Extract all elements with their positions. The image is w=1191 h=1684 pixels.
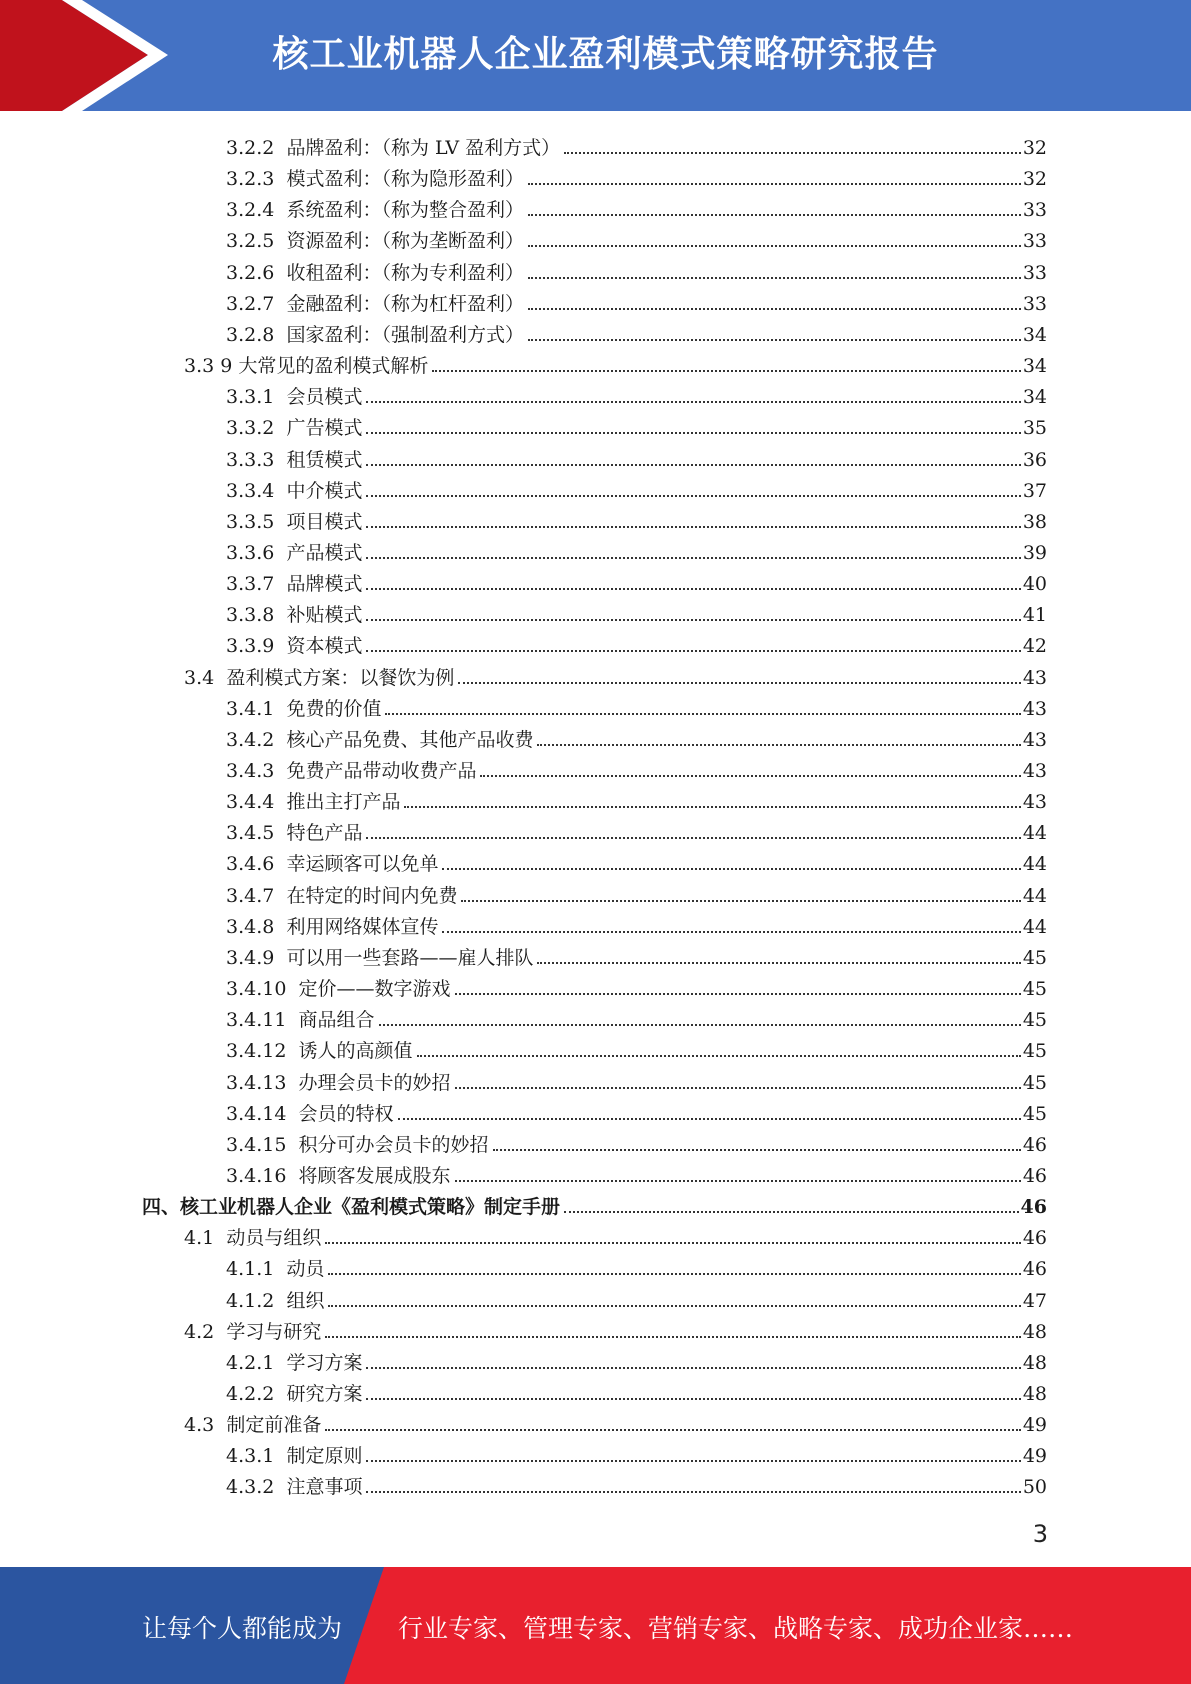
toc-entry[interactable] <box>226 1281 1047 1312</box>
toc-entry[interactable] <box>226 1374 1047 1405</box>
toc-entry[interactable] <box>226 408 1047 439</box>
toc-dot-leader <box>455 1179 1021 1182</box>
toc-entry-title: 幸运顾客可以免单 <box>286 853 439 876</box>
toc-dot-leader <box>325 1335 1020 1338</box>
toc-entry[interactable] <box>226 564 1047 595</box>
toc-entry-page: 46 <box>1020 1196 1047 1219</box>
toc-entry-title: 盈利模式方案：以餐饮为例 <box>226 666 455 689</box>
toc-dot-leader <box>366 463 1020 466</box>
toc-entry[interactable] <box>226 907 1047 938</box>
toc-entry[interactable] <box>226 720 1047 751</box>
toc-entry-title: 利用网络媒体宣传 <box>286 915 439 938</box>
toc-dot-leader <box>528 213 1021 216</box>
toc-entry-page: 48 <box>1022 1351 1047 1374</box>
toc-dot-leader <box>442 930 1020 933</box>
toc-entry[interactable] <box>184 658 1047 689</box>
toc-entry-page: 34 <box>1022 386 1047 409</box>
toc-entry-title: 制定前准备 <box>226 1414 322 1437</box>
toc-entry-title: 特色产品 <box>286 822 363 845</box>
toc-entry-page: 49 <box>1022 1414 1047 1437</box>
toc-entry[interactable] <box>226 253 1047 284</box>
toc-entry-title: 资本模式 <box>286 635 363 658</box>
toc-entry-page: 32 <box>1022 137 1047 159</box>
toc-entry-page: 37 <box>1022 479 1047 502</box>
toc-entry-number: 4.1.1 <box>226 1258 275 1281</box>
toc-entry-title: 推出主打产品 <box>286 791 401 814</box>
toc-entry[interactable] <box>226 1000 1047 1031</box>
toc-dot-leader <box>366 431 1020 434</box>
toc-entry-number: 3.4.5 <box>226 822 275 845</box>
toc-entry-page: 45 <box>1022 1009 1047 1032</box>
toc-dot-leader <box>461 899 1020 902</box>
footer-slogan-right: 行业专家、管理专家、营销专家、战略专家、成功企业家…… <box>398 1614 1074 1643</box>
toc-entry-page: 48 <box>1022 1320 1047 1343</box>
toc-dot-leader <box>398 1117 1021 1120</box>
toc-entry-title: 资源盈利：（称为垄断盈利） <box>286 230 524 253</box>
toc-entry-number: 3.2.8 <box>226 323 275 346</box>
toc-entry[interactable] <box>226 813 1047 844</box>
toc-entry[interactable] <box>184 1218 1047 1249</box>
toc-dot-leader <box>366 494 1020 497</box>
toc-entry-number: 3.4.3 <box>226 760 275 782</box>
toc-dot-leader <box>455 1086 1021 1089</box>
toc-entry-number: 3.4 <box>184 666 215 689</box>
toc-entry-number: 3.4.9 <box>226 946 275 969</box>
toc-dot-leader <box>366 587 1020 590</box>
toc-entry[interactable] <box>226 969 1047 1000</box>
toc-entry-number: 3.3.8 <box>226 604 275 627</box>
toc-entry-number: 4.3 <box>184 1414 215 1437</box>
toc-entry-title: 会员模式 <box>286 386 363 409</box>
toc-entry-page: 33 <box>1022 199 1047 222</box>
toc-entry-title: 制定原则 <box>286 1445 363 1468</box>
toc-entry-page: 39 <box>1022 541 1047 564</box>
toc-dot-leader <box>442 867 1020 870</box>
toc-entry-page: 45 <box>1022 1040 1047 1063</box>
toc-entry-number: 4.1.2 <box>226 1289 275 1312</box>
toc-entry-title: 补贴模式 <box>286 604 363 627</box>
toc-entry-page: 43 <box>1022 697 1047 720</box>
toc-entry-title: 动员 <box>286 1258 325 1281</box>
toc-entry-title: 金融盈利：（称为杠杆盈利） <box>286 292 524 315</box>
toc-entry-title: 学习与研究 <box>226 1320 322 1343</box>
toc-entry[interactable] <box>184 1312 1047 1343</box>
toc-dot-leader <box>379 1023 1021 1026</box>
toc-entry-page: 42 <box>1022 635 1047 658</box>
toc-entry-page: 40 <box>1022 573 1047 596</box>
toc-entry[interactable] <box>226 1125 1047 1156</box>
toc-dot-leader <box>366 525 1020 528</box>
toc-dot-leader <box>325 1241 1020 1244</box>
toc-entry-number: 3.4.10 <box>226 978 287 1001</box>
toc-entry-number: 3.2.2 <box>226 137 275 159</box>
toc-entry-number: 3.3.7 <box>226 573 275 596</box>
toc-entry-number: 3.3.1 <box>226 386 275 409</box>
toc-entry-title: 免费的价值 <box>286 697 382 720</box>
toc-entry-number: 4.2 <box>184 1320 215 1343</box>
toc-entry[interactable] <box>226 533 1047 564</box>
toc-entry-number: 3.3.3 <box>226 448 275 471</box>
toc-dot-leader <box>537 961 1020 964</box>
toc-entry-page: 49 <box>1022 1445 1047 1468</box>
toc-entry-page: 34 <box>1022 355 1047 378</box>
toc-entry-title: 项目模式 <box>286 510 363 533</box>
toc-entry-title: 诱人的高颜值 <box>298 1040 413 1063</box>
toc-entry-title: 品牌模式 <box>286 573 363 596</box>
toc-entry[interactable] <box>226 471 1047 502</box>
toc-entry-number: 3.3.5 <box>226 510 275 533</box>
toc-entry-number: 3.4.2 <box>226 728 275 751</box>
toc-entry[interactable] <box>226 751 1047 782</box>
toc-entry-page: 43 <box>1022 728 1047 751</box>
toc-dot-leader <box>528 182 1021 185</box>
toc-entry-page: 38 <box>1022 510 1047 533</box>
toc-entry[interactable] <box>226 782 1047 813</box>
toc-dot-leader <box>385 712 1020 715</box>
toc-entry-page: 33 <box>1022 261 1047 284</box>
toc-entry-page: 44 <box>1022 853 1047 876</box>
toc-entry-title: 将顾客发展成股东 <box>298 1164 451 1187</box>
toc-dot-leader <box>537 743 1020 746</box>
toc-entry-number: 3.4.4 <box>226 791 275 814</box>
toc-dot-leader <box>325 1428 1020 1431</box>
toc-dot-leader <box>528 244 1021 247</box>
toc-entry-title: 系统盈利：（称为整合盈利） <box>286 199 524 222</box>
toc-entry-page: 43 <box>1022 760 1047 782</box>
toc-entry-title: 9 大常见的盈利模式解析 <box>220 355 429 378</box>
toc-dot-leader <box>366 618 1020 621</box>
toc-entry-number: 3.3.2 <box>226 417 275 440</box>
toc-entry-page: 48 <box>1022 1383 1047 1405</box>
toc-entry-title: 办理会员卡的妙招 <box>298 1071 451 1094</box>
toc-entry[interactable] <box>226 844 1047 875</box>
toc-entry[interactable] <box>226 221 1047 252</box>
toc-dot-leader <box>528 307 1021 310</box>
toc-entry-number: 3.2.7 <box>226 292 275 315</box>
toc-entry-number: 3.4.14 <box>226 1102 287 1125</box>
toc-entry-title: 模式盈利：（称为隐形盈利） <box>286 168 524 191</box>
toc-entry-title: 租赁模式 <box>286 448 363 471</box>
toc-entry[interactable] <box>226 440 1047 471</box>
toc-entry[interactable] <box>226 190 1047 221</box>
toc-dot-leader <box>366 1459 1020 1462</box>
toc-entry-title: 商品组合 <box>298 1009 375 1032</box>
toc-dot-leader <box>404 805 1020 808</box>
toc-entry[interactable] <box>226 595 1047 626</box>
toc-entry-title: 学习方案 <box>286 1351 363 1374</box>
toc-entry[interactable] <box>226 1156 1047 1187</box>
toc-dot-leader <box>417 1054 1021 1057</box>
toc-entry-title: 积分可办会员卡的妙招 <box>298 1133 489 1156</box>
toc-entry[interactable] <box>184 346 1047 377</box>
toc-entry-title: 核工业机器人企业《盈利模式策略》制定手册 <box>180 1196 561 1219</box>
toc-entry-page: 43 <box>1022 791 1047 814</box>
toc-entry-number: 4.2.2 <box>226 1383 275 1405</box>
toc-entry[interactable] <box>226 1436 1047 1467</box>
toc-entry-page: 46 <box>1022 1133 1047 1156</box>
toc-entry-page: 45 <box>1022 1102 1047 1125</box>
toc-entry-number: 3.4.8 <box>226 915 275 938</box>
toc-entry[interactable] <box>226 1343 1047 1374</box>
toc-entry-number: 3.4.16 <box>226 1164 287 1187</box>
toc-entry-page: 50 <box>1022 1476 1047 1499</box>
toc-entry-title: 广告模式 <box>286 417 363 440</box>
toc-entry-number: 3.4.11 <box>226 1009 287 1032</box>
toc-entry[interactable] <box>226 1063 1047 1094</box>
toc-entry-number: 4.3.2 <box>226 1476 275 1499</box>
toc-entry-title: 产品模式 <box>286 541 363 564</box>
toc-dot-leader <box>493 1148 1021 1151</box>
toc-entry[interactable] <box>226 284 1047 315</box>
toc-dot-leader <box>366 836 1020 839</box>
toc-dot-leader <box>528 276 1021 279</box>
toc-entry-page: 47 <box>1022 1289 1047 1312</box>
toc-entry[interactable] <box>226 938 1047 969</box>
toc-entry-page: 46 <box>1022 1258 1047 1281</box>
toc-entry-title: 可以用一些套路——雇人排队 <box>286 946 534 969</box>
toc-entry-title: 组织 <box>286 1289 325 1312</box>
toc-entry[interactable] <box>184 1405 1047 1436</box>
toc-entry-number: 4.2.1 <box>226 1351 275 1374</box>
toc-entry-number: 四、 <box>142 1196 181 1219</box>
toc-dot-leader <box>432 369 1020 372</box>
toc-entry[interactable] <box>226 1249 1047 1280</box>
toc-entry[interactable] <box>226 502 1047 533</box>
toc-dot-leader <box>366 649 1020 652</box>
toc-entry-number: 3.4.1 <box>226 697 275 720</box>
toc-entry[interactable] <box>226 689 1047 720</box>
footer-slogan-left: 让每个人都能成为 <box>142 1614 343 1643</box>
toc-entry-title: 免费产品带动收费产品 <box>286 760 477 782</box>
toc-entry-title: 在特定的时间内免费 <box>286 884 458 907</box>
toc-entry-page: 41 <box>1022 604 1047 627</box>
toc-entry[interactable] <box>226 159 1047 190</box>
toc-entry-number: 3.2.3 <box>226 168 275 191</box>
toc-entry-title: 定价——数字游戏 <box>298 978 451 1001</box>
toc-entry-number: 3.4.13 <box>226 1071 287 1094</box>
toc-entry-number: 4.1 <box>184 1227 215 1250</box>
toc-entry-number: 3.4.7 <box>226 884 275 907</box>
toc-entry-page: 44 <box>1022 884 1047 907</box>
toc-dot-leader <box>366 1490 1020 1493</box>
toc-entry[interactable] <box>142 1187 1047 1218</box>
toc-entry-title: 会员的特权 <box>298 1102 394 1125</box>
toc-entry[interactable] <box>226 377 1047 408</box>
toc-entry[interactable] <box>226 1094 1047 1125</box>
toc-dot-leader <box>480 774 1020 777</box>
toc-entry[interactable] <box>226 315 1047 346</box>
toc-entry-number: 3.3 <box>184 355 215 378</box>
toc-dot-leader <box>564 151 1021 154</box>
toc-entry-page: 45 <box>1022 978 1047 1001</box>
toc-entry-page: 45 <box>1022 1071 1047 1094</box>
toc-entry-number: 3.2.5 <box>226 230 275 253</box>
report-title: 核工业机器人企业盈利模式策略研究报告 <box>272 34 939 75</box>
toc-entry-page: 33 <box>1022 292 1047 315</box>
toc-entry-title: 品牌盈利：（称为 LV 盈利方式） <box>286 137 561 159</box>
toc-entry-page: 33 <box>1022 230 1047 253</box>
toc-entry-number: 3.3.9 <box>226 635 275 658</box>
toc-entry-page: 43 <box>1022 666 1047 689</box>
toc-entry-number: 3.2.6 <box>226 261 275 284</box>
toc-entry-number: 3.3.4 <box>226 479 275 502</box>
toc-entry-page: 45 <box>1022 946 1047 969</box>
report-footer <box>0 1567 1191 1684</box>
toc-entry[interactable] <box>226 1031 1047 1062</box>
toc-entry-page: 44 <box>1022 822 1047 845</box>
toc-entry-page: 44 <box>1022 915 1047 938</box>
toc-entry-page: 36 <box>1022 448 1047 471</box>
toc-dot-leader <box>528 338 1021 341</box>
toc-dot-leader <box>366 556 1020 559</box>
toc-entry-title: 核心产品免费、其他产品收费 <box>286 728 534 751</box>
toc-entry-number: 3.4.15 <box>226 1133 287 1156</box>
toc-entry-title: 动员与组织 <box>226 1227 322 1250</box>
toc-entry-number: 3.4.6 <box>226 853 275 876</box>
toc-entry-title: 注意事项 <box>286 1476 363 1499</box>
toc-entry-title: 中介模式 <box>286 479 363 502</box>
toc-entry[interactable] <box>226 128 1047 159</box>
toc-entry-number: 3.2.4 <box>226 199 275 222</box>
toc-dot-leader <box>366 1366 1020 1369</box>
toc-entry-page: 46 <box>1022 1227 1047 1250</box>
toc-entry[interactable] <box>226 1467 1047 1498</box>
toc-entry-page: 46 <box>1022 1164 1047 1187</box>
toc-dot-leader <box>455 992 1021 995</box>
toc-entry[interactable] <box>226 876 1047 907</box>
toc-entry-title: 收租盈利：（称为专利盈利） <box>286 261 524 284</box>
page-number: 3 <box>1032 1520 1048 1548</box>
toc-entry-page: 34 <box>1022 323 1047 346</box>
toc-entry-page: 35 <box>1022 417 1047 440</box>
toc-entry-title: 研究方案 <box>286 1383 363 1405</box>
toc-dot-leader <box>366 400 1020 403</box>
toc-dot-leader <box>328 1272 1020 1275</box>
toc-entry[interactable] <box>226 626 1047 657</box>
toc-entry-page: 32 <box>1022 168 1047 191</box>
toc-dot-leader <box>366 1397 1020 1400</box>
report-header <box>0 0 1191 111</box>
toc-dot-leader <box>458 681 1020 684</box>
toc-dot-leader <box>328 1304 1020 1307</box>
toc-dot-leader <box>564 1210 1019 1213</box>
toc-entry-number: 3.3.6 <box>226 541 275 564</box>
toc-entry-number: 3.4.12 <box>226 1040 287 1063</box>
toc-entry-title: 国家盈利：（强制盈利方式） <box>286 323 524 346</box>
toc-entry-number: 4.3.1 <box>226 1445 275 1468</box>
